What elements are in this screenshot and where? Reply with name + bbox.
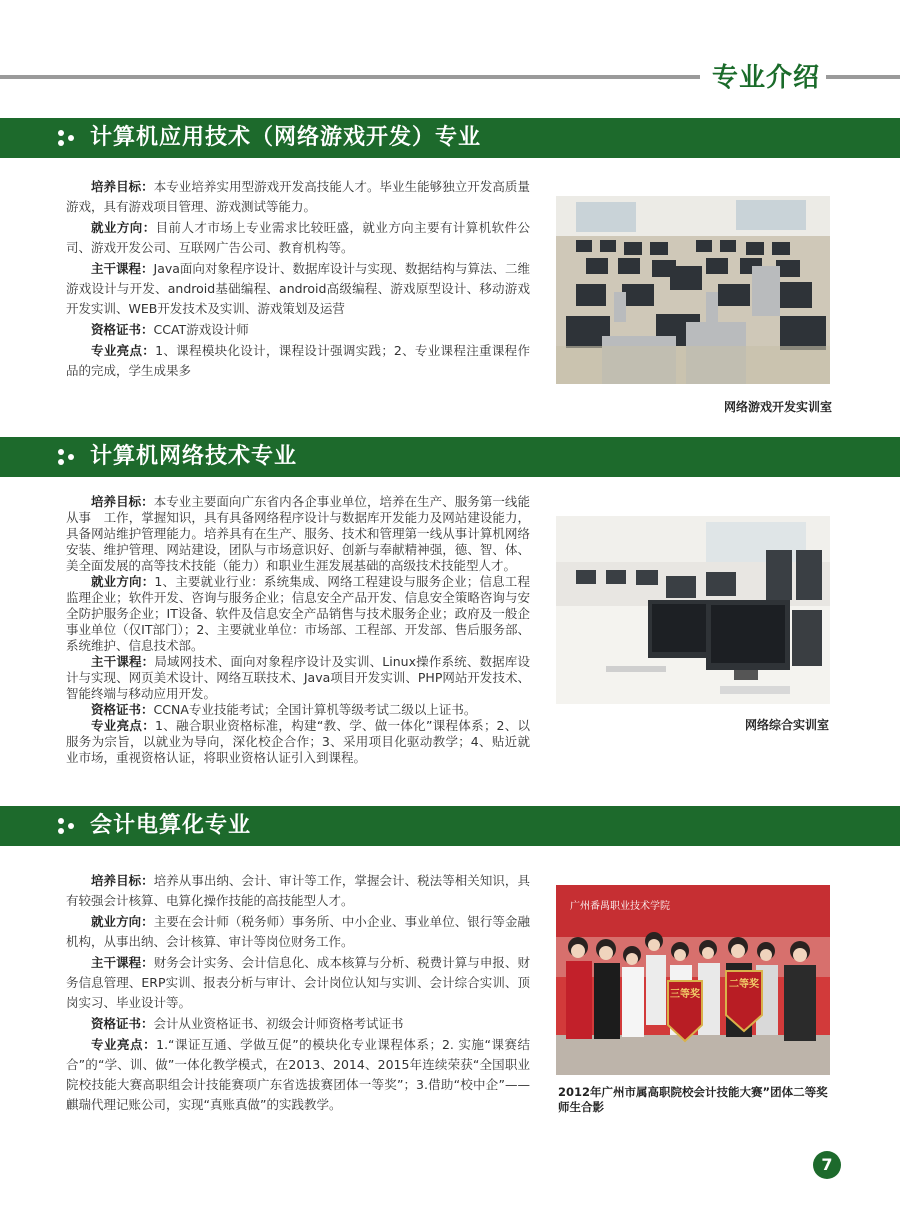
paragraph-courses: 主干课程：局域网技术、面向对象程序设计及实训、Linux操作系统、数据库设计与实现、网页美术设计、网络互联技术、Java项目开发实训、PHP网站开发技术、智能终端与移动应用开发。	[66, 654, 530, 701]
paragraph-training-goal: 培养目标：本专业培养实用型游戏开发高技能人才。毕业生能够独立开发高质量游戏，具有游戏项目管理、游戏测试等能力。	[66, 179, 530, 214]
paragraph-training-goal: 培养目标：培养从事出纳、会计、审计等工作，掌握会计、税法等相关知识，具有较强会计核算、电算化操作技能的高技能型人才。	[66, 873, 530, 908]
section-body	[66, 871, 530, 1116]
paragraph-courses: 主干课程：Java面向对象程序设计、数据库设计与实现、数据结构与算法、二维游戏设计与开发、android基础编程、android高级编程、游戏原型设计、移动游戏开发实训、WEB开发技术及实训、游戏策划及运营	[66, 261, 530, 316]
paragraph-certificate: 资格证书：CCNA专业技能考试；全国计算机等级考试二级以上证书。	[91, 702, 477, 717]
photo-caption: 网络综合实训室	[745, 718, 830, 732]
photo-caption: 网络游戏开发实训室	[724, 400, 833, 414]
lab-photo-game-dev	[556, 196, 830, 384]
photo-caption: 2012年广州市属高职院校会计技能大赛”团体二等奖师生合影	[558, 1085, 828, 1114]
pennant-label-second-prize: 二等奖	[729, 979, 759, 990]
page-number: 7	[813, 1151, 841, 1179]
header-rule-right	[826, 75, 900, 79]
paragraph-highlights: 专业亮点：1、课程模块化设计，课程设计强调实践；2、专业课程注重课程作品的完成，学生成果多	[66, 343, 530, 378]
paragraph-employment: 就业方向：主要在会计师（税务师）事务所、中小企业、事业单位、银行等金融机构，从事出纳、会计核算、审计等岗位财务工作。	[66, 914, 530, 949]
page-header	[0, 60, 900, 96]
header-rule-left	[0, 75, 700, 79]
paragraph-highlights: 专业亮点：1.“课证互通、学做互促”的模块化专业课程体系；2. 实施“课赛结合”的“学、训、做”一体化教学模式，在2013、2014、2015年连续荣获“全国职业院校技能大赛高职组会计技能赛项广东省选拔赛团体一等奖”；3.借助“校中企”——麒瑞代理记账公司，实现“真账真做”的实践教学。	[66, 1037, 530, 1112]
section-title: 会计电算化专业	[90, 813, 252, 838]
paragraph-employment: 就业方向：1、主要就业行业：系统集成、网络工程建设与服务企业；信息工程监理企业；软件开发、咨询与服务企业；信息安全产品开发、信息安全策略咨询与安全防护服务企业；IT设备、软件及信息安全产品销售与技术服务企业；政府及一般企事业单位（仅IT部门）；2、主要就业单位：市场部、工程部、开发部、售后服务部、系统维护、信息技术部。	[66, 574, 530, 653]
pennant-label-third-prize: 三等奖	[670, 989, 700, 1000]
section-body	[66, 494, 530, 766]
lab-photo-network	[556, 516, 830, 704]
bullet-dots-icon	[58, 127, 80, 149]
section-title: 计算机网络技术专业	[90, 444, 298, 469]
section-title-bar	[0, 806, 900, 846]
section-title-bar	[0, 437, 900, 477]
paragraph-highlights: 专业亮点：1、融合职业资格标准，构建“教、学、做一体化”课程体系；2、以服务为宗旨，以就业为导向，深化校企合作；3、采用项目化驱动教学；4、贴近就业市场，重视资格认证，将职业资格认证引入到课程。	[66, 718, 530, 765]
paragraph-certificate: 资格证书：会计从业资格证书、初级会计师资格考试证书	[91, 1016, 404, 1031]
paragraph-certificate: 资格证书：CCAT游戏设计师	[91, 322, 249, 337]
photo-banner-text: 广州番禺职业技术学院	[570, 901, 670, 912]
paragraph-training-goal: 培养目标：本专业主要面向广东省内各企事业单位，培养在生产、服务第一线能从事 工作，掌握知识，具有具备网络程序设计与数据库开发能力及网站建设能力，具备网站维护管理能力。培养具有在生产、服务、技术和管理第一线从事计算机网络安装、维护管理、网站建设，团队与市场意识好、创新与奉献精神强，德、智、体、美全面发展的高等技术技能（能力）和职业生涯发展基础的高级技术技能型人才。	[66, 494, 530, 573]
bullet-dots-icon	[58, 446, 80, 468]
section-body	[66, 177, 530, 382]
page-header-title: 专业介绍	[712, 63, 821, 93]
bullet-dots-icon	[58, 815, 80, 837]
team-award-photo	[556, 885, 830, 1075]
paragraph-courses: 主干课程：财务会计实务、会计信息化、成本核算与分析、税费计算与申报、财务信息管理、ERP实训、报表分析与审计、会计岗位认知与实训、会计综合实训、顶岗实习、毕业设计等。	[66, 955, 530, 1010]
section-title-bar	[0, 118, 900, 158]
section-title: 计算机应用技术（网络游戏开发）专业	[90, 125, 482, 150]
paragraph-employment: 就业方向：目前人才市场上专业需求比较旺盛，就业方向主要有计算机软件公司、游戏开发公司、互联网广告公司、教育机构等。	[66, 220, 530, 255]
